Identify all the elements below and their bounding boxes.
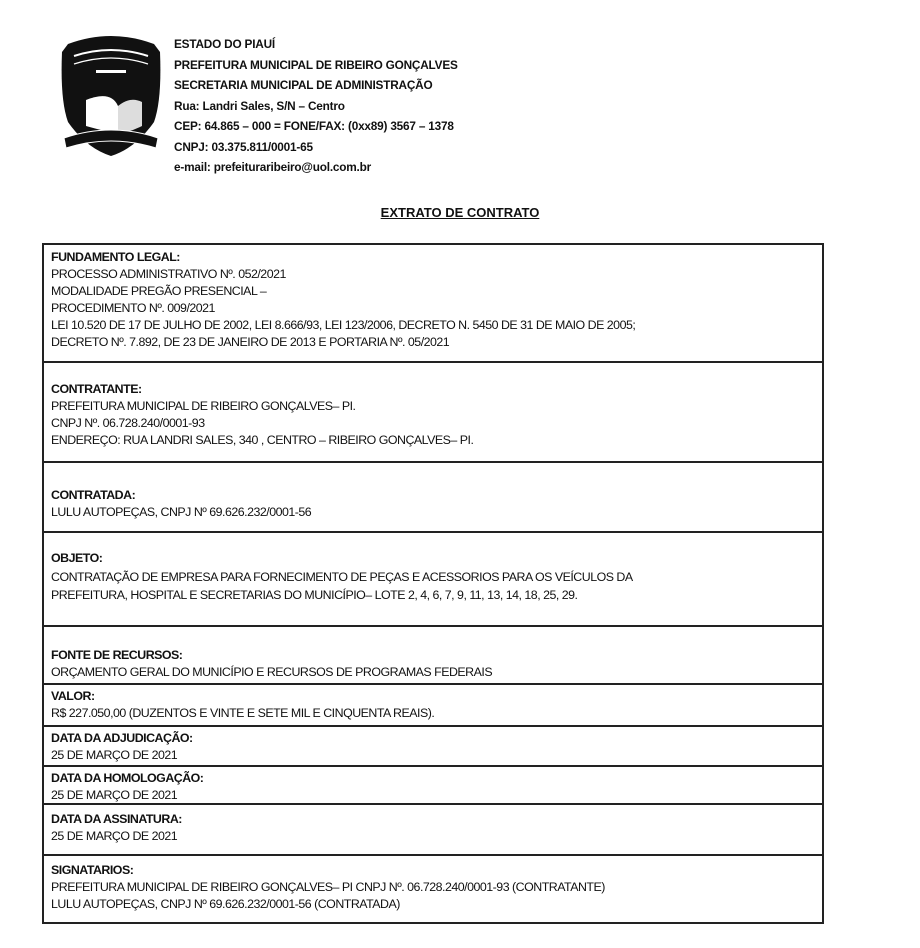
letterhead-prefecture: PREFEITURA MUNICIPAL DE RIBEIRO GONÇALVES [174,57,458,72]
section-heading: DATA DA HOMOLOGAÇÃO: [51,771,204,785]
section-line: DECRETO Nº. 7.892, DE 23 DE JANEIRO DE 2013 E PORTARIA Nº. 05/2021 [51,335,450,349]
section-heading: SIGNATARIOS: [51,863,134,877]
section-line: CONTRATAÇÃO DE EMPRESA PARA FORNECIMENTO DE PEÇAS E ACESSORIOS PARA OS VEÍCULOS DA [51,569,633,584]
section-heading: OBJETO: [51,551,103,565]
section-fonte-de-recursos [44,627,822,685]
section-valor [44,685,822,727]
section-contratada [44,463,822,533]
document-title: EXTRATO DE CONTRATO [380,205,540,220]
section-line: PROCESSO ADMINISTRATIVO Nº. 052/2021 [51,267,286,281]
section-line: 25 DE MARÇO DE 2021 [51,788,178,802]
section-line: 25 DE MARÇO DE 2021 [51,748,178,762]
section-heading: FONTE DE RECURSOS: [51,648,183,662]
letterhead-cnpj: CNPJ: 03.375.811/0001-65 [174,139,313,154]
section-signatarios [44,856,822,922]
section-contratante [44,363,822,463]
section-heading: VALOR: [51,689,95,703]
letterhead-cep-phone: CEP: 64.865 – 000 = FONE/FAX: (0xx89) 3567 – 1378 [174,119,454,133]
section-line: R$ 227.050,00 (DUZENTOS E VINTE E SETE MIL E CINQUENTA REAIS). [51,706,435,720]
section-heading: FUNDAMENTO LEGAL: [51,250,180,264]
letterhead-address: Rua: Landri Sales, S/N – Centro [174,98,345,113]
section-line: CNPJ Nº. 06.728.240/0001-93 [51,416,205,430]
section-line: PROCEDIMENTO Nº. 009/2021 [51,301,215,315]
section-heading: CONTRATADA: [51,488,136,502]
letterhead-email: e-mail: prefeituraribeiro@uol.com.br [174,160,372,174]
section-data-homologacao [44,767,822,805]
letterhead-state: ESTADO DO PIAUÍ [174,37,275,51]
section-objeto [44,533,822,627]
section-line: 25 DE MARÇO DE 2021 [51,829,178,843]
section-line: ORÇAMENTO GERAL DO MUNICÍPIO E RECURSOS DE PROGRAMAS FEDERAIS [51,665,493,679]
section-data-adjudicacao [44,727,822,767]
section-line: MODALIDADE PREGÃO PRESENCIAL – [51,284,267,298]
section-heading: CONTRATANTE: [51,382,142,396]
section-data-assinatura [44,805,822,856]
section-line: PREFEITURA MUNICIPAL DE RIBEIRO GONÇALVES– PI CNPJ Nº. 06.728.240/0001-93 (CONTRATANTE) [51,880,605,894]
section-heading: DATA DA ASSINATURA: [51,812,182,826]
letterhead-secretariat: SECRETARIA MUNICIPAL DE ADMINISTRAÇÃO [174,78,433,92]
section-line: PREFEITURA, HOSPITAL E SECRETARIAS DO MUNICÍPIO– LOTE 2, 4, 6, 7, 9, 11, 13, 14, 18, 25, 29. [51,588,578,602]
section-fundamento-legal [44,245,822,363]
section-line: LULU AUTOPEÇAS, CNPJ Nº 69.626.232/0001-56 [51,505,312,519]
municipal-crest-icon [56,30,166,160]
letterhead [174,34,458,178]
section-line: LULU AUTOPEÇAS, CNPJ Nº 69.626.232/0001-56 (CONTRATADA) [51,897,400,911]
section-heading: DATA DA ADJUDICAÇÃO: [51,731,193,745]
section-line: ENDEREÇO: RUA LANDRI SALES, 340 , CENTRO – RIBEIRO GONÇALVES– PI. [51,433,474,447]
contract-summary-table [42,243,824,924]
section-line: LEI 10.520 DE 17 DE JULHO DE 2002, LEI 8.666/93, LEI 123/2006, DECRETO N. 5450 DE 31 DE MAIO DE 2005; [51,318,636,332]
section-line: PREFEITURA MUNICIPAL DE RIBEIRO GONÇALVES– PI. [51,399,356,413]
